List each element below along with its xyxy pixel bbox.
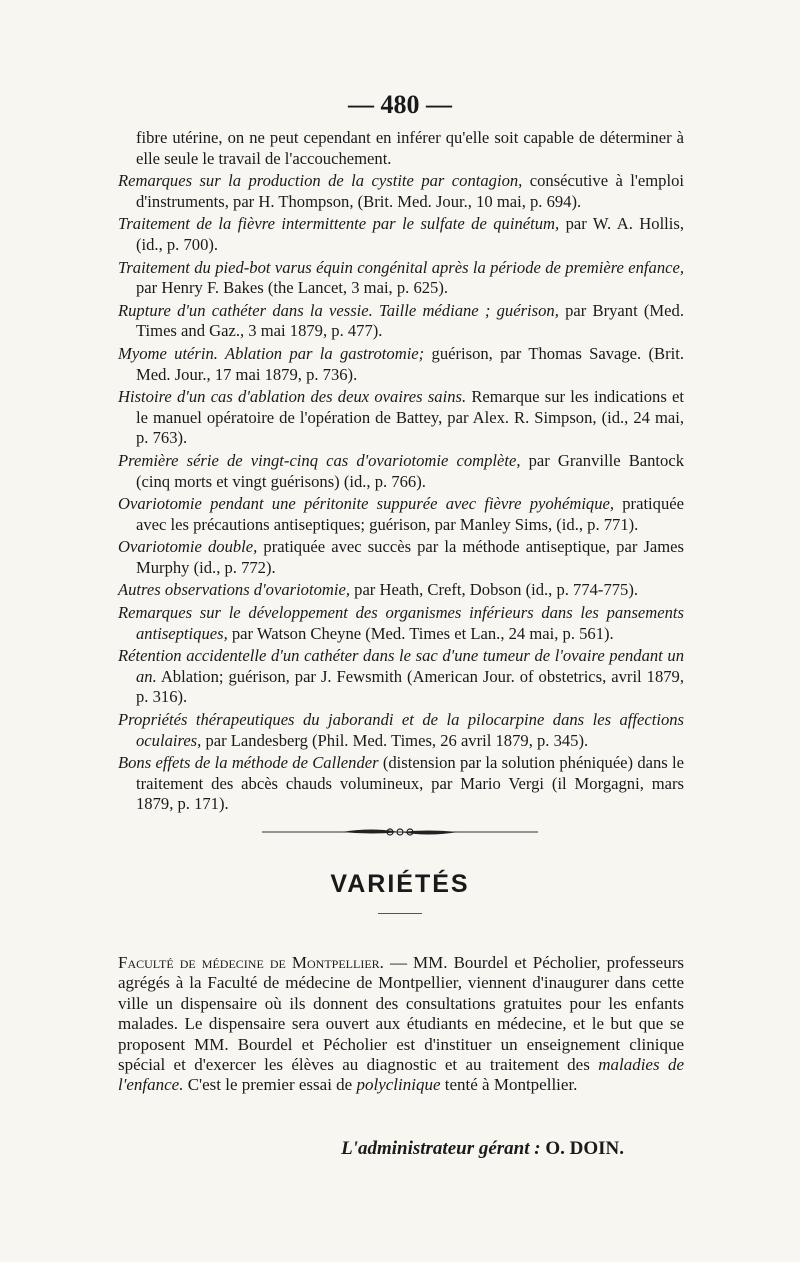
news-text-2: C'est le premier essai de	[183, 1075, 357, 1095]
bibliography-entry	[118, 344, 684, 385]
news-italic-2: polyclinique	[356, 1075, 441, 1095]
entry-reference: pratiquée avec succès par la méthode antiseptique, par James Murphy (id., p. 772).	[136, 537, 685, 577]
signature-name: O. DOIN.	[540, 1138, 624, 1159]
bibliography-entry	[118, 387, 684, 449]
entry-title: Traitement de la fièvre intermittente par le sulfate de quinétum,	[118, 214, 560, 234]
bibliography-entry	[118, 603, 684, 644]
entry-title: Ovariotomie pendant une péritonite suppurée avec fièvre pyohémique,	[118, 494, 615, 514]
entry-reference: par Landesberg (Phil. Med. Times, 26 avril 1879, p. 345).	[201, 730, 589, 750]
entry-title: Ovariotomie double,	[118, 537, 258, 557]
entry-reference: consécutive à l'emploi d'instruments, par H. Thompson, (Brit. Med. Jour., 10 mai, p. 694).	[136, 171, 684, 211]
entry-title: Rupture d'un cathéter dans la vessie. Taille médiane ; guérison,	[118, 300, 559, 320]
title-rule	[378, 913, 422, 914]
entry-title: Bons effets de la méthode de Callender	[118, 753, 379, 773]
section-title: VARIÉTÉS	[330, 870, 470, 898]
bibliography-entry	[118, 580, 684, 601]
signature-label: L'administrateur gérant :	[341, 1138, 541, 1159]
entry-reference: par Watson Cheyne (Med. Times et Lan., 24 mai, p. 561).	[227, 623, 614, 643]
bibliography-continuation: fibre utérine, on ne peut cependant en inférer qu'elle soit capable de déterminer à elle seule le travail de l'accouchement.	[136, 128, 684, 168]
bibliography-entry	[118, 258, 684, 299]
entry-title: Myome utérin. Ablation par la gastrotomie;	[118, 343, 425, 363]
bibliography-list	[118, 128, 684, 817]
bibliography-entries	[118, 171, 684, 815]
entry-reference: guérison, par Thomas Savage. (Brit. Med. Jour., 17 mai 1879, p. 736).	[136, 343, 684, 384]
bibliography-entry	[118, 537, 684, 578]
entry-reference: (distension par la solution phéniquée) dans le traitement des abcès chauds volumineux, par Mario Vergi (il Morgagni, mars 1879, p. 171).	[136, 753, 684, 814]
entry-reference: par Henry F. Bakes (the Lancet, 3 mai, p. 625).	[136, 278, 449, 298]
entry-reference: pratiquée avec les précautions antiseptiques; guérison, par Manley Sims, (id., p. 771).	[136, 494, 684, 534]
entry-title: Autres observations d'ovariotomie,	[118, 580, 350, 600]
page-number: — 480 —	[348, 90, 452, 119]
news-paragraph	[118, 953, 684, 1096]
bibliography-entry	[118, 214, 684, 255]
news-italic-1: maladies de l'enfance.	[118, 1055, 684, 1095]
entry-reference: par W. A. Hollis, (id., p. 700).	[136, 214, 685, 254]
entry-reference: par Heath, Creft, Dobson (id., p. 774-775).	[350, 580, 639, 600]
news-text-1: — MM. Bourdel et Pécholier, professeurs agrégés à la Faculté de médecine de Montpellier, viennent d'inaugurer dans cette ville un dispensaire où ils donnent des consultations gratuites pour les enfants malades. Le dispensaire sera ouvert aux étudiants en médecine, et le but que se proposent MM. Bourdel et Pécholier est d'instituer un enseignement clinique spécial et d'exercer les élèves au diagnostic et au traitement des	[118, 953, 685, 1075]
bibliography-entry	[118, 451, 684, 492]
entry-title: Remarques sur le développement des organismes inférieurs dans les pansements antiseptiques,	[118, 603, 684, 643]
entry-title: Remarques sur la production de la cystite par contagion,	[118, 171, 523, 191]
entry-title: Histoire d'un cas d'ablation des deux ovaires sains.	[118, 387, 467, 407]
bibliography-entry	[118, 494, 684, 535]
bibliography-entry	[118, 753, 684, 815]
bibliography-entry	[118, 646, 684, 708]
signature	[341, 1138, 624, 1160]
ornamental-separator	[262, 826, 538, 838]
entry-reference: Ablation; guérison, par J. Fewsmith (American Jour. of obstetrics, avril 1879, p. 316).	[136, 666, 684, 707]
news-text-3: tenté à Montpellier.	[440, 1075, 578, 1095]
entry-title: Propriétés thérapeutiques du jaborandi et de la pilocarpine dans les affections oculaires,	[118, 710, 684, 750]
entry-title: Rétention accidentelle d'un cathéter dans le sac d'une tumeur de l'ovaire pendant un an.	[118, 646, 684, 686]
bibliography-entry	[118, 710, 684, 751]
entry-reference: par Granville Bantock (cinq morts et vingt guérisons) (id., p. 766).	[136, 450, 684, 491]
entry-reference: Remarque sur les indications et le manuel opératoire de l'opération de Battey, par Alex. R. Simpson, (id., 24 mai, p. 763).	[136, 387, 684, 448]
bibliography-entry	[118, 301, 684, 342]
entry-title: Traitement du pied-bot varus équin congénital après la période de première enfance,	[118, 257, 684, 277]
bibliography-entry	[118, 171, 684, 212]
entry-title: Première série de vingt-cinq cas d'ovariotomie complète,	[118, 450, 521, 470]
entry-reference: par Bryant (Med. Times and Gaz., 3 mai 1879, p. 477).	[136, 300, 684, 341]
news-heading: Faculté de médecine de Montpellier.	[118, 953, 384, 972]
